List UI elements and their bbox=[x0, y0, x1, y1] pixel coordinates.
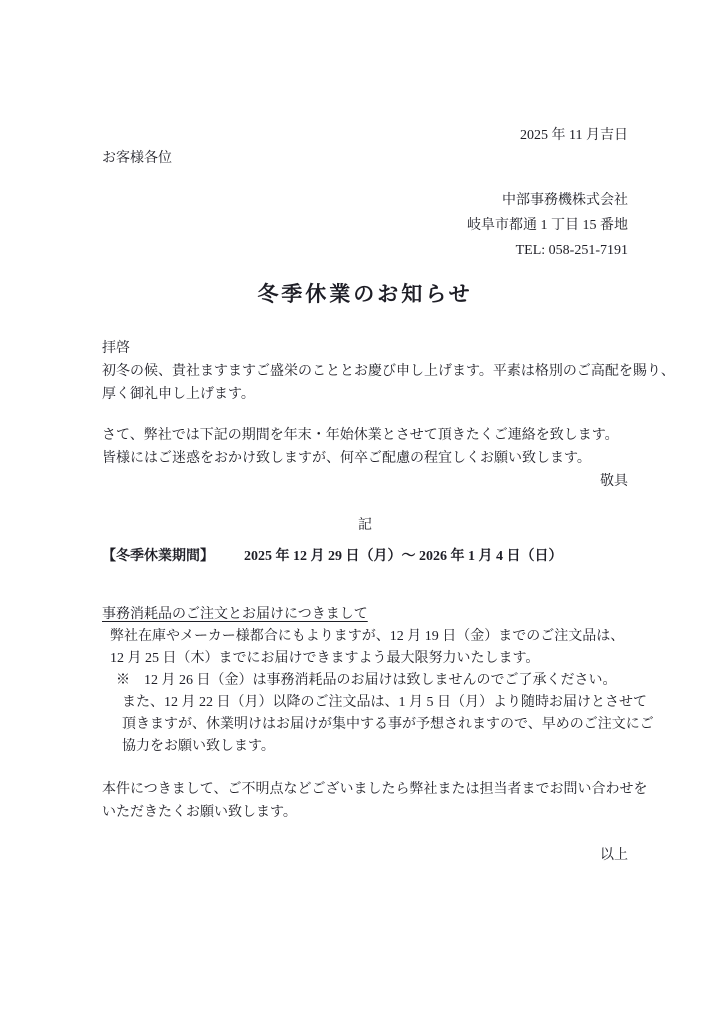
supplies-note-1: ※ 12 月 26 日（金）は事務消耗品のお届けは致しませんのでご了承ください。 bbox=[116, 673, 617, 688]
sender-block bbox=[102, 188, 628, 263]
announcement-line-2: 皆様にはご迷惑をおかけ致しますが、何卒ご配慮の程宜しくお願い致します。 bbox=[102, 451, 591, 466]
supplies-note-4: 協力をお願い致します。 bbox=[122, 739, 275, 754]
company-tel: TEL: 058-251-7191 bbox=[515, 243, 628, 258]
respectful-closing: 敬具 bbox=[600, 474, 628, 489]
supplies-section-heading: 事務消耗品のご注文とお届けにつきまして bbox=[102, 607, 368, 622]
holiday-period-value: 2025 年 12 月 29 日（月）～ 2026 年 1 月 4 日（日） bbox=[244, 549, 563, 564]
inquiry-line-1: 本件につきまして、ご不明点などございましたら弊社または担当者までお問い合わせを bbox=[102, 782, 648, 797]
inquiry-line-2: いただきたくお願い致します。 bbox=[102, 805, 297, 820]
supplies-line-2: 12 月 25 日（木）までにお届けできますよう最大限努力いたします。 bbox=[110, 651, 540, 666]
holiday-period-line bbox=[102, 545, 628, 568]
company-address: 岐阜市都通 1 丁目 15 番地 bbox=[467, 218, 628, 233]
holiday-period-label: 【冬季休業期間】 bbox=[102, 549, 214, 564]
inquiry-block bbox=[102, 778, 648, 824]
document-date: 2025 年 11 月吉日 bbox=[520, 128, 628, 143]
greeting-block bbox=[102, 337, 675, 406]
greeting-line-2: 厚く御礼申し上げます。 bbox=[102, 387, 255, 402]
record-marker: 記 bbox=[358, 518, 372, 533]
greeting-opening: 拝啓 bbox=[102, 341, 130, 356]
company-name: 中部事務機株式会社 bbox=[502, 193, 628, 208]
supplies-section bbox=[102, 604, 654, 758]
supplies-note-2: また、12 月 22 日（月）以降のご注文品は、1 月 5 日（月）より随時お届けとさせて bbox=[122, 695, 647, 710]
recipient: お客様各位 bbox=[102, 151, 172, 166]
announcement-block bbox=[102, 424, 628, 493]
announcement-line-1: さて、弊社では下記の期間を年末・年始休業とさせて頂きたくご連絡を致します。 bbox=[102, 428, 619, 443]
document-content bbox=[102, 0, 675, 867]
supplies-line-1: 弊社在庫やメーカー様都合にもよりますが、12 月 19 日（金）までのご注文品は、 bbox=[110, 629, 625, 644]
document-title: 冬季休業のお知らせ bbox=[257, 282, 473, 306]
greeting-line-1: 初冬の候、貴社ますますご盛栄のこととお慶び申し上げます。平素は格別のご高配を賜り、 bbox=[102, 364, 675, 379]
supplies-note-3: 頂きますが、休業明けはお届けが集中する事が予想されますので、早めのご注文にご bbox=[122, 717, 654, 732]
document-end-marker: 以上 bbox=[600, 848, 628, 863]
